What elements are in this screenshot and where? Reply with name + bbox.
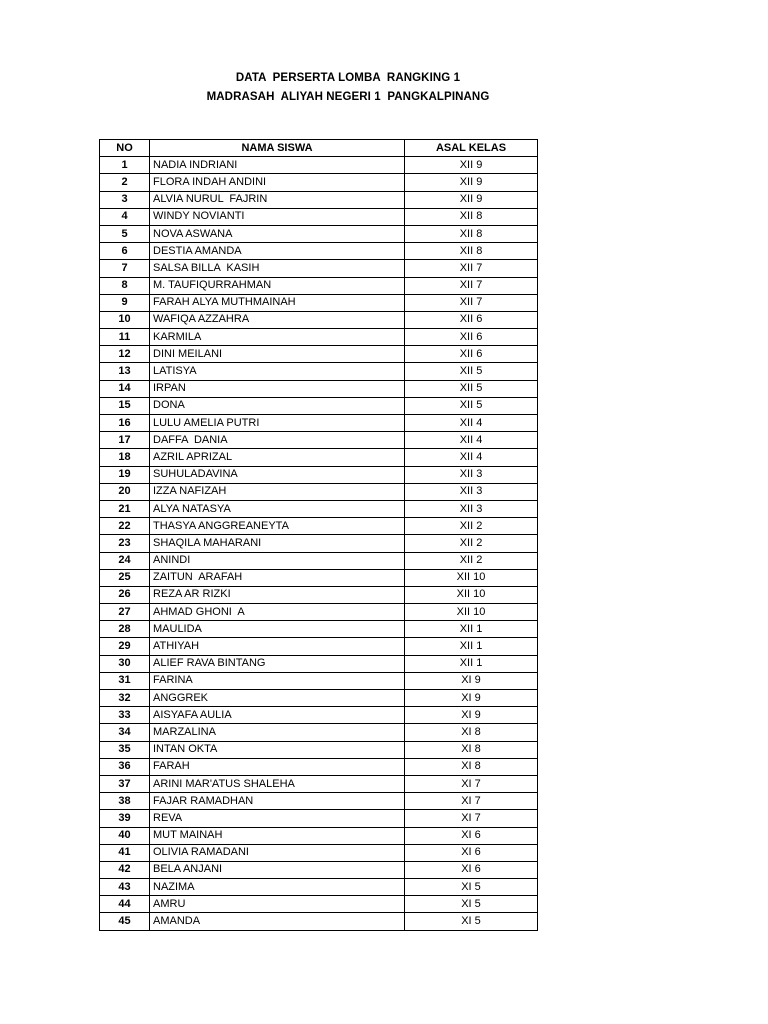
class-origin: XII 6 (405, 311, 538, 328)
student-name: IZZA NAFIZAH (150, 483, 405, 500)
table-row (100, 690, 538, 707)
row-number: 14 (100, 380, 150, 397)
class-origin: XII 7 (405, 260, 538, 277)
table-row (100, 707, 538, 724)
row-number: 13 (100, 363, 150, 380)
table-row (100, 896, 538, 913)
table-row (100, 483, 538, 500)
table-row (100, 277, 538, 294)
student-name: ZAITUN ARAFAH (150, 569, 405, 586)
class-origin: XII 5 (405, 397, 538, 414)
class-origin: XII 1 (405, 655, 538, 672)
class-origin: XII 3 (405, 466, 538, 483)
student-name: WINDY NOVIANTI (150, 208, 405, 225)
row-number: 1 (100, 157, 150, 174)
class-origin: XI 9 (405, 690, 538, 707)
table-row (100, 500, 538, 517)
student-name: MARZALINA (150, 724, 405, 741)
student-name: DESTIA AMANDA (150, 243, 405, 260)
student-name: ALIEF RAVA BINTANG (150, 655, 405, 672)
row-number: 19 (100, 466, 150, 483)
student-name: FARINA (150, 672, 405, 689)
student-name: KARMILA (150, 329, 405, 346)
row-number: 26 (100, 586, 150, 603)
class-origin: XII 9 (405, 174, 538, 191)
class-origin: XII 1 (405, 621, 538, 638)
class-origin: XII 4 (405, 449, 538, 466)
table-row (100, 208, 538, 225)
row-number: 38 (100, 793, 150, 810)
row-number: 9 (100, 294, 150, 311)
table-row (100, 466, 538, 483)
class-origin: XI 6 (405, 844, 538, 861)
table-row (100, 793, 538, 810)
student-name: ANGGREK (150, 690, 405, 707)
student-name: FAJAR RAMADHAN (150, 793, 405, 810)
table-row (100, 415, 538, 432)
student-name: ATHIYAH (150, 638, 405, 655)
class-origin: XI 5 (405, 896, 538, 913)
class-origin: XII 9 (405, 191, 538, 208)
class-origin: XI 8 (405, 741, 538, 758)
row-number: 25 (100, 569, 150, 586)
row-number: 43 (100, 879, 150, 896)
class-origin: XII 7 (405, 277, 538, 294)
table-row (100, 879, 538, 896)
row-number: 16 (100, 415, 150, 432)
class-origin: XII 6 (405, 329, 538, 346)
class-origin: XI 8 (405, 758, 538, 775)
row-number: 41 (100, 844, 150, 861)
row-number: 3 (100, 191, 150, 208)
class-origin: XII 3 (405, 483, 538, 500)
student-name: MUT MAINAH (150, 827, 405, 844)
student-name: ALVIA NURUL FAJRIN (150, 191, 405, 208)
class-origin: XII 4 (405, 432, 538, 449)
student-name: OLIVIA RAMADANI (150, 844, 405, 861)
row-number: 7 (100, 260, 150, 277)
table-row (100, 535, 538, 552)
table-row (100, 225, 538, 242)
student-name: REVA (150, 810, 405, 827)
student-name: ANINDI (150, 552, 405, 569)
table-row (100, 518, 538, 535)
table-row (100, 775, 538, 792)
table-row (100, 655, 538, 672)
class-origin: XI 6 (405, 827, 538, 844)
student-name: FLORA INDAH ANDINI (150, 174, 405, 191)
student-name: INTAN OKTA (150, 741, 405, 758)
class-origin: XII 10 (405, 569, 538, 586)
student-name: LULU AMELIA PUTRI (150, 415, 405, 432)
table-header-row (100, 140, 538, 157)
class-origin: XI 7 (405, 810, 538, 827)
student-name: NOVA ASWANA (150, 225, 405, 242)
student-name: AMANDA (150, 913, 405, 930)
row-number: 4 (100, 208, 150, 225)
class-origin: XII 5 (405, 363, 538, 380)
table-row (100, 827, 538, 844)
student-name: ALYA NATASYA (150, 500, 405, 517)
row-number: 2 (100, 174, 150, 191)
table-body (100, 157, 538, 930)
row-number: 23 (100, 535, 150, 552)
table-row (100, 329, 538, 346)
student-name: DONA (150, 397, 405, 414)
row-number: 36 (100, 758, 150, 775)
table-row (100, 157, 538, 174)
table-row (100, 758, 538, 775)
table-row (100, 861, 538, 878)
class-origin: XII 1 (405, 638, 538, 655)
student-name: WAFIQA AZZAHRA (150, 311, 405, 328)
row-number: 24 (100, 552, 150, 569)
header-class: ASAL KELAS (405, 140, 538, 157)
row-number: 11 (100, 329, 150, 346)
class-origin: XII 10 (405, 586, 538, 603)
table-row (100, 569, 538, 586)
student-name: SALSA BILLA KASIH (150, 260, 405, 277)
table-row (100, 432, 538, 449)
table-row (100, 672, 538, 689)
student-name: AZRIL APRIZAL (150, 449, 405, 466)
table-row (100, 243, 538, 260)
table-row (100, 260, 538, 277)
class-origin: XII 8 (405, 225, 538, 242)
row-number: 5 (100, 225, 150, 242)
student-name: MAULIDA (150, 621, 405, 638)
student-name: DAFFA DANIA (150, 432, 405, 449)
title-line-1: DATA PERSERTA LOMBA RANGKING 1 (235, 72, 461, 84)
table-row (100, 363, 538, 380)
table-row (100, 724, 538, 741)
class-origin: XI 6 (405, 861, 538, 878)
student-name: NADIA INDRIANI (150, 157, 405, 174)
class-origin: XII 8 (405, 243, 538, 260)
table-row (100, 311, 538, 328)
student-name: FARAH (150, 758, 405, 775)
student-name: ARINI MAR'ATUS SHALEHA (150, 775, 405, 792)
class-origin: XII 4 (405, 415, 538, 432)
row-number: 17 (100, 432, 150, 449)
class-origin: XII 2 (405, 518, 538, 535)
student-name: REZA AR RIZKI (150, 586, 405, 603)
class-origin: XII 10 (405, 604, 538, 621)
student-name: SHAQILA MAHARANI (150, 535, 405, 552)
row-number: 15 (100, 397, 150, 414)
document-title (0, 69, 696, 107)
table-row (100, 380, 538, 397)
row-number: 39 (100, 810, 150, 827)
row-number: 29 (100, 638, 150, 655)
table-row (100, 913, 538, 930)
table-row (100, 191, 538, 208)
student-name: NAZIMA (150, 879, 405, 896)
class-origin: XI 8 (405, 724, 538, 741)
class-origin: XI 7 (405, 793, 538, 810)
row-number: 31 (100, 672, 150, 689)
row-number: 42 (100, 861, 150, 878)
participant-table (99, 139, 538, 931)
table-row (100, 397, 538, 414)
row-number: 30 (100, 655, 150, 672)
student-name: FARAH ALYA MUTHMAINAH (150, 294, 405, 311)
student-name: DINI MEILANI (150, 346, 405, 363)
student-name: SUHULADAVINA (150, 466, 405, 483)
row-number: 32 (100, 690, 150, 707)
class-origin: XII 6 (405, 346, 538, 363)
row-number: 45 (100, 913, 150, 930)
row-number: 22 (100, 518, 150, 535)
table-row (100, 621, 538, 638)
class-origin: XII 9 (405, 157, 538, 174)
class-origin: XII 8 (405, 208, 538, 225)
student-name: M. TAUFIQURRAHMAN (150, 277, 405, 294)
row-number: 34 (100, 724, 150, 741)
row-number: 6 (100, 243, 150, 260)
row-number: 37 (100, 775, 150, 792)
table-row (100, 741, 538, 758)
class-origin: XII 2 (405, 552, 538, 569)
row-number: 35 (100, 741, 150, 758)
title-line-2: MADRASAH ALIYAH NEGERI 1 PANGKALPINANG (206, 91, 490, 103)
class-origin: XI 5 (405, 879, 538, 896)
table-row (100, 346, 538, 363)
table-row (100, 810, 538, 827)
class-origin: XII 7 (405, 294, 538, 311)
header-no: NO (100, 140, 150, 157)
table-row (100, 552, 538, 569)
header-name: NAMA SISWA (150, 140, 405, 157)
student-name: THASYA ANGGREANEYTA (150, 518, 405, 535)
table-row (100, 294, 538, 311)
student-name: AMRU (150, 896, 405, 913)
row-number: 20 (100, 483, 150, 500)
row-number: 21 (100, 500, 150, 517)
row-number: 27 (100, 604, 150, 621)
class-origin: XII 3 (405, 500, 538, 517)
class-origin: XI 7 (405, 775, 538, 792)
row-number: 44 (100, 896, 150, 913)
student-name: BELA ANJANI (150, 861, 405, 878)
row-number: 28 (100, 621, 150, 638)
student-name: AISYAFA AULIA (150, 707, 405, 724)
student-name: AHMAD GHONI A (150, 604, 405, 621)
class-origin: XII 2 (405, 535, 538, 552)
table-row (100, 604, 538, 621)
student-name: LATISYA (150, 363, 405, 380)
row-number: 33 (100, 707, 150, 724)
row-number: 40 (100, 827, 150, 844)
table-row (100, 174, 538, 191)
table-row (100, 449, 538, 466)
row-number: 12 (100, 346, 150, 363)
student-name: IRPAN (150, 380, 405, 397)
row-number: 18 (100, 449, 150, 466)
table-row (100, 586, 538, 603)
table-row (100, 844, 538, 861)
row-number: 8 (100, 277, 150, 294)
class-origin: XI 9 (405, 707, 538, 724)
class-origin: XII 5 (405, 380, 538, 397)
class-origin: XI 5 (405, 913, 538, 930)
table-row (100, 638, 538, 655)
row-number: 10 (100, 311, 150, 328)
class-origin: XI 9 (405, 672, 538, 689)
